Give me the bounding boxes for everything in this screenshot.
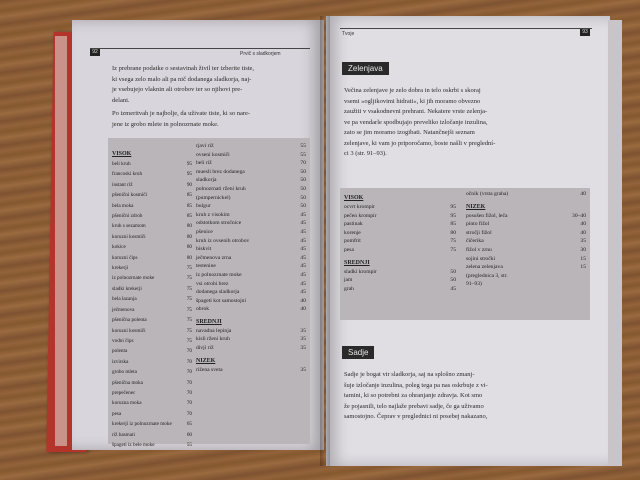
row-value: 95 bbox=[186, 161, 192, 167]
row-label: pečen krompir bbox=[344, 212, 377, 219]
row-label: (preglednica 3, str. bbox=[466, 272, 508, 279]
table-row bbox=[344, 229, 456, 238]
row-value: 75 bbox=[186, 275, 192, 282]
row-label: sojini stročki bbox=[466, 255, 496, 262]
row-label: pšenična moka bbox=[112, 379, 143, 386]
table-row bbox=[112, 159, 192, 169]
row-label: jam bbox=[344, 277, 353, 284]
row-label: kruh s sezamom bbox=[112, 223, 146, 230]
row-value: 45 bbox=[300, 237, 306, 244]
row-label: navadna lepinja bbox=[196, 327, 232, 334]
row-value: 75 bbox=[186, 317, 192, 324]
table-row bbox=[112, 169, 192, 179]
text-line: Iz prebrane podatke o sestavinah živil ter izberite tiste, bbox=[112, 65, 255, 72]
table-row bbox=[196, 237, 306, 246]
category-heading: VISOK bbox=[112, 151, 132, 157]
sadje-paragraph bbox=[344, 370, 590, 423]
category-heading: SREDNJI bbox=[196, 318, 222, 325]
row-value: 45 bbox=[450, 285, 456, 292]
row-value: 65 bbox=[186, 421, 192, 428]
table-row bbox=[112, 294, 192, 304]
row-value: 40 bbox=[580, 191, 586, 197]
table-row bbox=[196, 151, 306, 160]
row-label: iz polnozrnate moke bbox=[112, 275, 155, 282]
row-value: 40 bbox=[580, 221, 586, 228]
row-value: 40 bbox=[580, 229, 586, 236]
row-label: polnozrnati rženi kruh bbox=[196, 185, 246, 192]
book-page-stack-left bbox=[55, 36, 67, 446]
category-heading: NIZEK bbox=[196, 357, 216, 364]
table-row bbox=[196, 327, 306, 336]
row-value: 70 bbox=[186, 400, 192, 407]
table-row bbox=[466, 212, 586, 221]
row-label: rjavi riž bbox=[196, 143, 214, 149]
left-table-column-2 bbox=[196, 142, 306, 374]
right-page-number: 93 bbox=[580, 29, 590, 36]
row-label: pesa bbox=[344, 246, 354, 253]
row-value: 70 bbox=[186, 410, 192, 417]
row-label: obrok bbox=[196, 306, 210, 313]
row-value: 45 bbox=[300, 271, 306, 278]
table-row bbox=[344, 285, 456, 294]
row-label: ocvrt krompir bbox=[344, 204, 375, 210]
row-label: kokice bbox=[112, 244, 126, 251]
zelenjava-paragraph bbox=[344, 86, 590, 160]
row-label: špageti kot samostojni bbox=[196, 297, 247, 304]
left-page-number: 92 bbox=[90, 49, 100, 56]
row-value: 70 bbox=[186, 369, 192, 376]
row-label: rižena sveta bbox=[196, 366, 223, 373]
right-table-column-1 bbox=[344, 194, 456, 293]
table-row bbox=[466, 229, 586, 238]
row-value: 45 bbox=[300, 246, 306, 253]
row-value: 75 bbox=[186, 337, 192, 344]
row-label: sladkorja bbox=[196, 177, 217, 184]
table-row bbox=[196, 262, 306, 271]
text-line: ci 3 (str. 91–93). bbox=[344, 150, 387, 157]
text-line: ve pa vendarle spodbujajo preveliko izločanje inzulina, bbox=[344, 118, 488, 126]
row-label: ječmenova zrna bbox=[196, 254, 232, 261]
text-line: ki vsega zelo malo ali pa nič dodanega sladkorja, naj- bbox=[112, 75, 252, 83]
table-row bbox=[196, 211, 306, 220]
row-label: koruzni kosmiči bbox=[112, 233, 146, 240]
row-value: 50 bbox=[300, 203, 306, 210]
table-row bbox=[344, 276, 456, 285]
row-label: prepečenec bbox=[112, 389, 136, 396]
row-value: 35 bbox=[580, 238, 586, 245]
table-row bbox=[112, 190, 192, 200]
row-value: 50 bbox=[450, 268, 456, 275]
row-value: 35 bbox=[300, 336, 306, 343]
table-row bbox=[112, 409, 192, 419]
section-title-sadje: Sadje bbox=[342, 346, 374, 359]
table-row bbox=[466, 246, 586, 255]
row-label: instant riž bbox=[112, 181, 133, 188]
table-row bbox=[112, 305, 192, 315]
row-value: 40 bbox=[300, 297, 306, 304]
row-label: očnik (vrsta graha) bbox=[466, 191, 509, 197]
row-value: 35 bbox=[300, 345, 306, 352]
row-label: dodanega sladkorja bbox=[196, 289, 240, 296]
table-row bbox=[196, 176, 306, 185]
row-label: zelena zelenjava bbox=[466, 264, 503, 271]
table-row bbox=[112, 284, 192, 294]
row-value: 45 bbox=[300, 254, 306, 261]
text-line: šuje izločanje inzulina, poleg tega pa nas oskrbuje z vi- bbox=[344, 381, 488, 389]
table-row bbox=[196, 168, 306, 177]
row-value: 55 bbox=[300, 151, 306, 158]
table-row bbox=[112, 336, 192, 346]
row-label: muesli brez dodanega bbox=[196, 168, 245, 175]
row-label: pinto fižol bbox=[466, 221, 490, 228]
table-row bbox=[112, 315, 192, 325]
row-value: 80 bbox=[186, 223, 192, 230]
row-value: 70 bbox=[186, 348, 192, 355]
table-row bbox=[344, 246, 456, 255]
row-label: divji riž bbox=[196, 345, 214, 352]
row-label: grobo mleta bbox=[112, 369, 137, 376]
table-row bbox=[196, 185, 306, 194]
row-label: izvirska bbox=[112, 358, 129, 365]
category-heading: VISOK bbox=[344, 195, 364, 201]
row-label: ječmenova bbox=[112, 306, 135, 313]
row-value: 55 bbox=[186, 441, 192, 448]
book-gutter-shadow bbox=[320, 16, 330, 466]
table-row bbox=[112, 419, 192, 429]
row-label: špageti iz bele moke bbox=[112, 441, 155, 448]
right-page bbox=[326, 16, 610, 466]
table-row bbox=[112, 201, 192, 211]
row-value: 60 bbox=[186, 431, 192, 438]
table-row bbox=[112, 357, 192, 367]
table-row bbox=[196, 159, 306, 168]
table-row bbox=[196, 142, 306, 151]
table-row bbox=[196, 228, 306, 237]
row-value: 70 bbox=[186, 379, 192, 386]
table-row bbox=[112, 273, 192, 283]
row-label: čičerika bbox=[466, 238, 484, 245]
row-value: 95 bbox=[450, 212, 456, 219]
row-value: 45 bbox=[300, 263, 306, 270]
row-value: 80 bbox=[186, 244, 192, 251]
row-label: riž basmati bbox=[112, 431, 135, 438]
table-row bbox=[112, 242, 192, 252]
row-value: 30 bbox=[580, 246, 586, 253]
table-row bbox=[344, 237, 456, 246]
row-value: 75 bbox=[186, 265, 192, 272]
row-value: 35 bbox=[300, 327, 306, 334]
row-value: 45 bbox=[300, 211, 306, 218]
right-page-header: Tvoje bbox=[342, 30, 355, 37]
row-label: pastinak bbox=[344, 221, 363, 228]
row-label: beli riž bbox=[196, 160, 212, 167]
row-label: vsi otrobi brez bbox=[196, 280, 229, 287]
row-label: pšenični kosmiči bbox=[112, 192, 148, 199]
table-row bbox=[466, 263, 586, 272]
row-label: bela lazanja bbox=[112, 296, 137, 303]
table-row bbox=[196, 297, 306, 306]
row-label: odstotkom stročnice bbox=[196, 220, 242, 227]
row-label: krekerji bbox=[112, 265, 129, 272]
text-line: zaužiti v vsakodnevni prehrani. Nekatere vrste zelenja- bbox=[344, 108, 488, 115]
row-label: bela moka bbox=[112, 202, 134, 209]
row-value: 85 bbox=[186, 192, 192, 199]
row-label: koruzni kosmiči bbox=[112, 327, 146, 334]
row-value: 95 bbox=[450, 204, 456, 210]
row-value: 75 bbox=[450, 238, 456, 245]
table-row bbox=[112, 180, 192, 190]
category-heading: SREDNJI bbox=[344, 259, 370, 266]
text-line: vsemi »ogljikovimi hidrati«, ki jih moramo obvezno bbox=[344, 97, 481, 105]
table-row bbox=[112, 440, 192, 450]
table-row bbox=[112, 211, 192, 221]
text-line: Po izmeritvah je najbolje, da uživate tiste, ki so nare- bbox=[112, 110, 251, 117]
table-row bbox=[344, 212, 456, 221]
table-row bbox=[344, 268, 456, 277]
row-label: koruzna moka bbox=[112, 400, 142, 407]
row-label: testenine bbox=[196, 263, 216, 270]
row-label: beli kruh bbox=[112, 161, 131, 167]
row-value: 80 bbox=[186, 233, 192, 240]
row-value: 75 bbox=[450, 246, 456, 253]
row-label: krekerji iz polnozrnate moke bbox=[112, 421, 172, 428]
row-value: 90 bbox=[186, 181, 192, 188]
row-value: 85 bbox=[186, 202, 192, 209]
text-line: zato se jim moramo izogibati. Natančnejši seznam bbox=[344, 129, 475, 136]
row-value: 15 bbox=[580, 255, 586, 262]
text-line: delani. bbox=[112, 96, 130, 104]
row-label: sladki krekerji bbox=[112, 285, 142, 292]
table-row bbox=[196, 366, 306, 375]
left-page bbox=[72, 20, 324, 450]
row-value: 55 bbox=[300, 143, 306, 149]
table-row bbox=[196, 219, 306, 228]
row-label: kruh z visokim bbox=[196, 211, 230, 218]
row-value: 75 bbox=[186, 296, 192, 303]
table-row bbox=[196, 288, 306, 297]
row-label: sladki krompir bbox=[344, 268, 377, 275]
row-value bbox=[570, 280, 586, 289]
row-label: kisli rženi kruh bbox=[196, 336, 230, 343]
row-value: 75 bbox=[186, 327, 192, 334]
table-row bbox=[112, 398, 192, 408]
table-row bbox=[466, 190, 586, 199]
text-line: Sadje je bogat vir sladkorja, saj na splošno zmanj- bbox=[344, 371, 475, 378]
row-label: 91–93) bbox=[466, 281, 482, 288]
row-label: polenta bbox=[112, 348, 128, 355]
table-row bbox=[196, 254, 306, 263]
left-page-header-rule bbox=[90, 48, 310, 58]
table-row bbox=[112, 430, 192, 440]
table-row bbox=[466, 220, 586, 229]
row-value: 75 bbox=[186, 306, 192, 313]
table-row bbox=[112, 378, 192, 388]
table-row bbox=[466, 255, 586, 264]
row-value: 85 bbox=[450, 221, 456, 228]
row-value: 70 bbox=[300, 160, 306, 167]
row-label: pesa bbox=[112, 410, 122, 417]
row-label: (pumpernickel) bbox=[196, 194, 231, 201]
row-label: pomfrit bbox=[344, 238, 361, 245]
text-line: tamini, ki so potrebni za ohranjanje zdravja. Kot smo bbox=[344, 392, 483, 399]
table-row bbox=[196, 280, 306, 289]
table-row bbox=[112, 367, 192, 377]
row-label: koruzni čips bbox=[112, 254, 138, 261]
table-row bbox=[112, 221, 192, 231]
row-label: fižol v zrnu bbox=[466, 246, 492, 253]
left-intro-paragraph bbox=[112, 64, 306, 130]
row-value: 95 bbox=[186, 171, 192, 178]
row-label: iz polnozrnate moke bbox=[196, 271, 242, 278]
row-value: 15 bbox=[580, 264, 586, 271]
row-value: 45 bbox=[300, 228, 306, 235]
row-label: stročji fižol bbox=[466, 229, 492, 236]
row-value: 45 bbox=[300, 220, 306, 227]
row-value: 45 bbox=[300, 289, 306, 296]
row-value: 40 bbox=[300, 306, 306, 313]
text-line: Večina zelenjave je zelo dobra in telo oskrbi s skoraj bbox=[344, 87, 481, 94]
table-row bbox=[466, 272, 586, 281]
left-page-header: Prvič s sladkorjem bbox=[240, 50, 281, 57]
row-value: 35 bbox=[300, 366, 306, 373]
table-row bbox=[196, 202, 306, 211]
section-title-zelenjava: Zelenjava bbox=[342, 62, 389, 75]
row-value: 85 bbox=[186, 213, 192, 220]
table-row bbox=[344, 220, 456, 229]
table-row bbox=[112, 253, 192, 263]
text-line: zelenjave, ki vam jo priporočamo, boste našli v preglední- bbox=[344, 139, 496, 147]
table-row bbox=[196, 305, 306, 314]
row-label: posušen fižol, leča bbox=[466, 212, 508, 219]
row-value: 30–40 bbox=[572, 212, 586, 219]
row-label: biskvit bbox=[196, 246, 212, 253]
text-line: že pojasnili, telo najlaže prebavi sadje, če ga uživamo bbox=[344, 402, 484, 410]
left-table-column-1 bbox=[112, 150, 192, 450]
row-label: bulgur bbox=[196, 203, 211, 210]
row-label: kruh iz ovsenih otrobov bbox=[196, 237, 250, 244]
table-row bbox=[112, 326, 192, 336]
table-row bbox=[112, 263, 192, 273]
category-heading: NIZEK bbox=[466, 203, 486, 210]
row-value: 70 bbox=[186, 389, 192, 396]
row-value bbox=[570, 272, 586, 281]
right-table-column-2 bbox=[466, 190, 586, 289]
row-value: 75 bbox=[186, 285, 192, 292]
table-row bbox=[196, 344, 306, 353]
row-value: 50 bbox=[300, 168, 306, 175]
book-page-stack-right bbox=[608, 20, 622, 466]
table-row bbox=[196, 271, 306, 280]
row-label: pšenice bbox=[196, 228, 213, 235]
table-row bbox=[112, 388, 192, 398]
table-row bbox=[196, 194, 306, 203]
row-label: francoski kruh bbox=[112, 171, 143, 178]
row-value: 50 bbox=[300, 185, 306, 192]
table-row bbox=[112, 346, 192, 356]
table-row bbox=[112, 232, 192, 242]
table-row bbox=[466, 237, 586, 246]
row-label: grah bbox=[344, 285, 354, 292]
table-row bbox=[344, 203, 456, 212]
table-row bbox=[196, 335, 306, 344]
row-label: ovseni kosmiči bbox=[196, 151, 230, 158]
text-line: samostojno. Čeprav v preglednici ni posebej nakazano, bbox=[344, 413, 488, 420]
row-value: 50 bbox=[300, 177, 306, 184]
text-line: je vsebujejo vlaknin ali otrobov ter so njihovi pre- bbox=[112, 86, 243, 93]
table-row bbox=[466, 280, 586, 289]
row-value: 70 bbox=[186, 358, 192, 365]
row-value: 80 bbox=[186, 254, 192, 261]
row-value: 45 bbox=[300, 280, 306, 287]
row-label: korenje bbox=[344, 229, 361, 236]
row-label: pšenični zdrob bbox=[112, 213, 143, 220]
row-value: 50 bbox=[300, 194, 306, 201]
right-page-header-rule bbox=[340, 28, 592, 38]
row-label: vodni čips bbox=[112, 337, 134, 344]
table-row bbox=[196, 245, 306, 254]
row-value: 80 bbox=[450, 229, 456, 236]
text-line: jene iz grobo mlete in polnozrnate moke. bbox=[112, 120, 219, 128]
row-label: pšenična polenta bbox=[112, 317, 147, 324]
row-value: 50 bbox=[450, 277, 456, 284]
